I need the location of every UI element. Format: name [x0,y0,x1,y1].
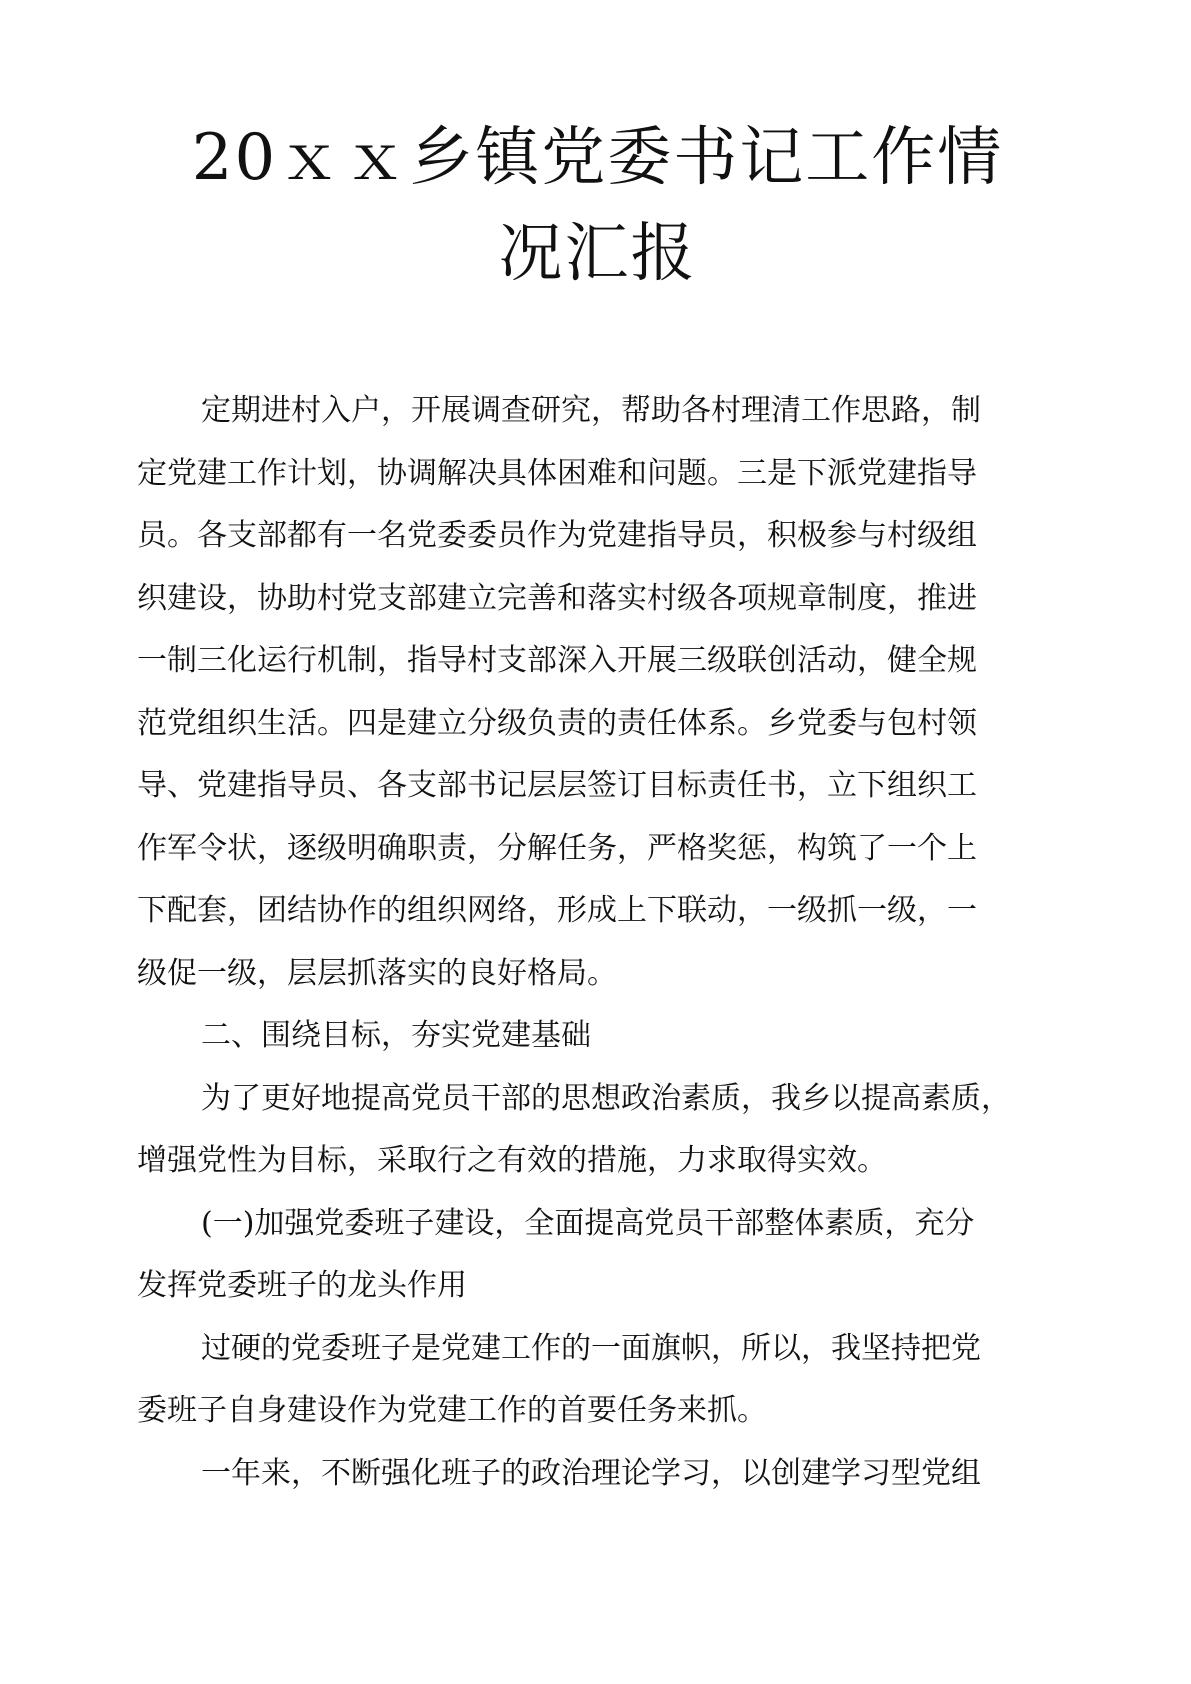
text-line: 委班子自身建设作为党建工作的首要任务来抓。 [137,1393,767,1428]
document-title [140,110,1055,302]
text-line: 定党建工作计划，协调解决具体困难和问题。三是下派党建指导 [137,455,977,491]
title-line: 20ｘｘ乡镇党委书记工作情 [191,121,1004,195]
text-line: 增强党性为目标，采取行之有效的措施，力求取得实效。 [137,1143,887,1178]
document-body [137,380,1037,1505]
text-line: 过硬的党委班子是党建工作的一面旗帜，所以，我坚持把党 [201,1330,981,1366]
subsection-heading-continued: 发挥党委班子的龙头作用 [137,1268,467,1303]
text-line: 为了更好地提高党员干部的思想政治素质，我乡以提高素质， [201,1080,1011,1116]
text-line: 作军令状，逐级明确职责，分解任务，严格奖惩，构筑了一个上 [137,830,977,866]
title-line: 况汇报 [498,217,697,291]
text-line: 员。各支部都有一名党委委员作为党建指导员，积极参与村级组 [137,518,977,553]
section-heading: 二、围绕目标，夯实党建基础 [201,1018,591,1053]
text-line: 一制三化运行机制，指导村支部深入开展三级联创活动，健全规 [137,643,977,678]
text-line: 定期进村入户，开展调查研究，帮助各村理清工作思路，制 [201,393,981,428]
text-line: 级促一级，层层抓落实的良好格局。 [137,955,617,991]
text-line: 一年来，不断强化班子的政治理论学习，以创建学习型党组 [201,1455,981,1491]
text-line: 织建设，协助村党支部建立完善和落实村级各项规章制度，推进 [137,580,977,616]
text-line: 导、党建指导员、各支部书记层层签订目标责任书，立下组织工 [137,768,977,803]
text-line: 范党组织生活。四是建立分级负责的责任体系。乡党委与包村领 [137,705,977,741]
text-line: 下配套，团结协作的组织网络，形成上下联动，一级抓一级，一 [137,893,977,928]
subsection-heading: (一)加强党委班子建设，全面提高党员干部整体素质，充分 [201,1205,975,1241]
